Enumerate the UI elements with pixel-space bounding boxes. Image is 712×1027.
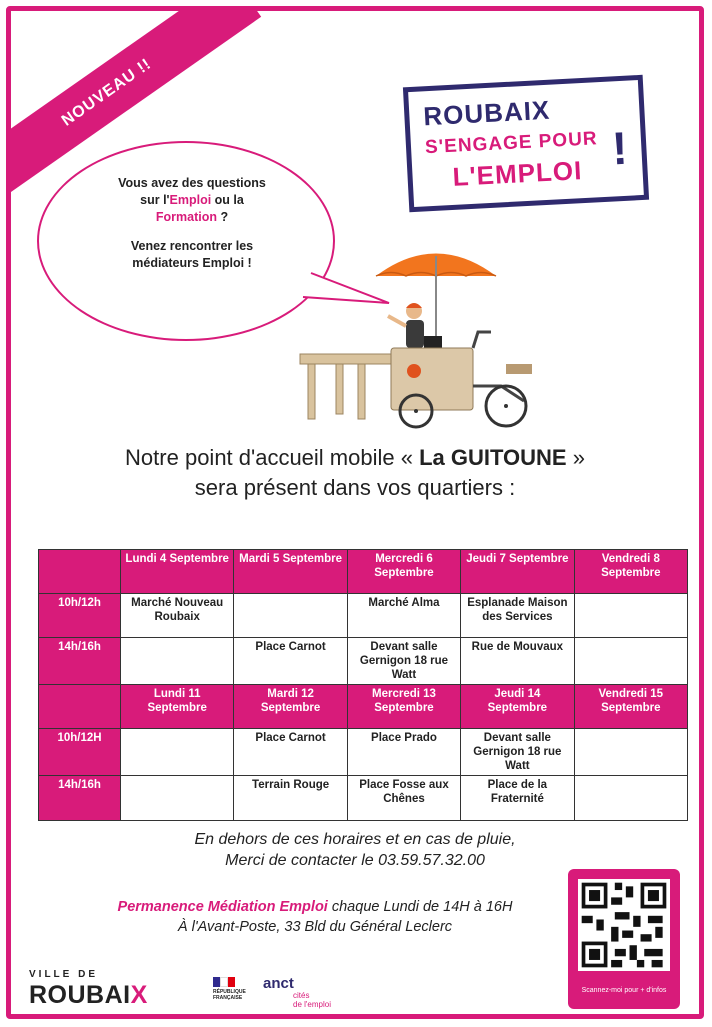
flag-icon <box>213 977 235 987</box>
day-header: Vendredi 8 Septembre <box>574 550 687 594</box>
location-cell: Rue de Mouvaux <box>461 638 574 685</box>
ville-de-roubaix-logo <box>29 969 148 1010</box>
location-cell: Place Prado <box>347 729 460 776</box>
formation-word: Formation <box>155 210 217 224</box>
week2-header-row <box>39 685 688 729</box>
anct-wordmark: anct <box>263 975 294 992</box>
day-header: Jeudi 14 Septembre <box>461 685 574 729</box>
table-row <box>39 594 688 638</box>
location-cell <box>574 638 687 685</box>
location-cell: Marché Nouveau Roubaix <box>121 594 234 638</box>
logo-line3: L'EMPLOI <box>451 155 584 192</box>
roubaix-wordmark: ROUBAIX <box>29 981 148 1009</box>
day-header: Lundi 11 Septembre <box>121 685 234 729</box>
rf-label: RÉPUBLIQUE FRANÇAISE <box>213 989 246 1001</box>
headline <box>11 443 699 503</box>
day-header: Jeudi 7 Septembre <box>461 550 574 594</box>
week1-header-row <box>39 550 688 594</box>
qr-card[interactable] <box>568 869 680 1009</box>
location-cell <box>234 594 347 638</box>
qr-code-icon[interactable] <box>578 879 670 971</box>
ville-de-label: VILLE DE <box>29 969 99 980</box>
roubaix-emploi-logo <box>403 75 649 212</box>
logo-line2: S'ENGAGE POUR <box>424 128 599 159</box>
time-slot: 10h/12H <box>39 729 121 776</box>
day-header: Lundi 4 Septembre <box>121 550 234 594</box>
permanence-line1: Permanence Médiation Emploi chaque Lundi de 14H à 16H <box>117 899 513 915</box>
permanence-title: Permanence Médiation Emploi <box>117 899 328 915</box>
location-cell <box>574 594 687 638</box>
logo-exclamation: ! <box>610 121 629 175</box>
corner-cell <box>39 685 121 729</box>
location-cell <box>121 729 234 776</box>
location-cell <box>574 776 687 821</box>
day-header: Mercredi 13 Septembre <box>347 685 460 729</box>
table-row <box>39 776 688 821</box>
time-slot: 10h/12h <box>39 594 121 638</box>
location-cell <box>121 776 234 821</box>
headline-line1: Notre point d'accueil mobile « La GUITOUNE » <box>125 445 585 470</box>
location-cell: Place de la Fraternité <box>461 776 574 821</box>
republique-francaise-logo <box>213 977 253 1001</box>
permanence-info <box>75 897 555 937</box>
permanence-address: À l'Avant-Poste, 33 Bld du Général Leclerc <box>177 919 453 935</box>
logo-line1: ROUBAIX <box>422 94 551 132</box>
location-cell <box>574 729 687 776</box>
location-cell: Devant salle Gernigon 18 rue Watt <box>347 638 460 685</box>
location-cell: Place Fosse aux Chênes <box>347 776 460 821</box>
qr-caption: Scannez-moi pour + d'infos <box>581 987 667 994</box>
day-header: Mercredi 6 Septembre <box>347 550 460 594</box>
poster-frame <box>6 6 704 1019</box>
location-cell: Marché Alma <box>347 594 460 638</box>
ribbon-label: NOUVEAU !! <box>7 7 261 207</box>
bubble-invite: Venez rencontrer les médiateurs Emploi ! <box>130 239 254 270</box>
guitoune-cart-illustration <box>296 236 546 436</box>
location-cell: Place Carnot <box>234 638 347 685</box>
emploi-word: Emploi <box>169 193 212 207</box>
cites-emploi-label: cités de l'emploi <box>293 991 331 1009</box>
location-cell <box>121 638 234 685</box>
location-cell: Devant salle Gernigon 18 rue Watt <box>461 729 574 776</box>
time-slot: 14h/16h <box>39 638 121 685</box>
location-cell: Terrain Rouge <box>234 776 347 821</box>
headline-line2: sera présent dans vos quartiers : <box>194 475 516 500</box>
time-slot: 14h/16h <box>39 776 121 821</box>
day-header: Mardi 12 Septembre <box>234 685 347 729</box>
rain-note-line1: En dehors de ces horaires et en cas de pluie, <box>194 831 516 848</box>
bubble-question: Vous avez des questions sur l'Emploi ou la Formation ? <box>118 176 266 224</box>
corner-cell <box>39 550 121 594</box>
rain-note <box>11 829 699 871</box>
qr-code-graphic <box>578 879 670 971</box>
anct-logo <box>263 975 331 1009</box>
table-row <box>39 729 688 776</box>
table-row <box>39 638 688 685</box>
location-cell: Place Carnot <box>234 729 347 776</box>
contact-phone: Merci de contacter le 03.59.57.32.00 <box>225 852 485 869</box>
guitoune-name: La GUITOUNE <box>419 445 567 470</box>
schedule-table <box>38 549 688 821</box>
day-header: Mardi 5 Septembre <box>234 550 347 594</box>
location-cell: Esplanade Maison des Services <box>461 594 574 638</box>
day-header: Vendredi 15 Septembre <box>574 685 687 729</box>
